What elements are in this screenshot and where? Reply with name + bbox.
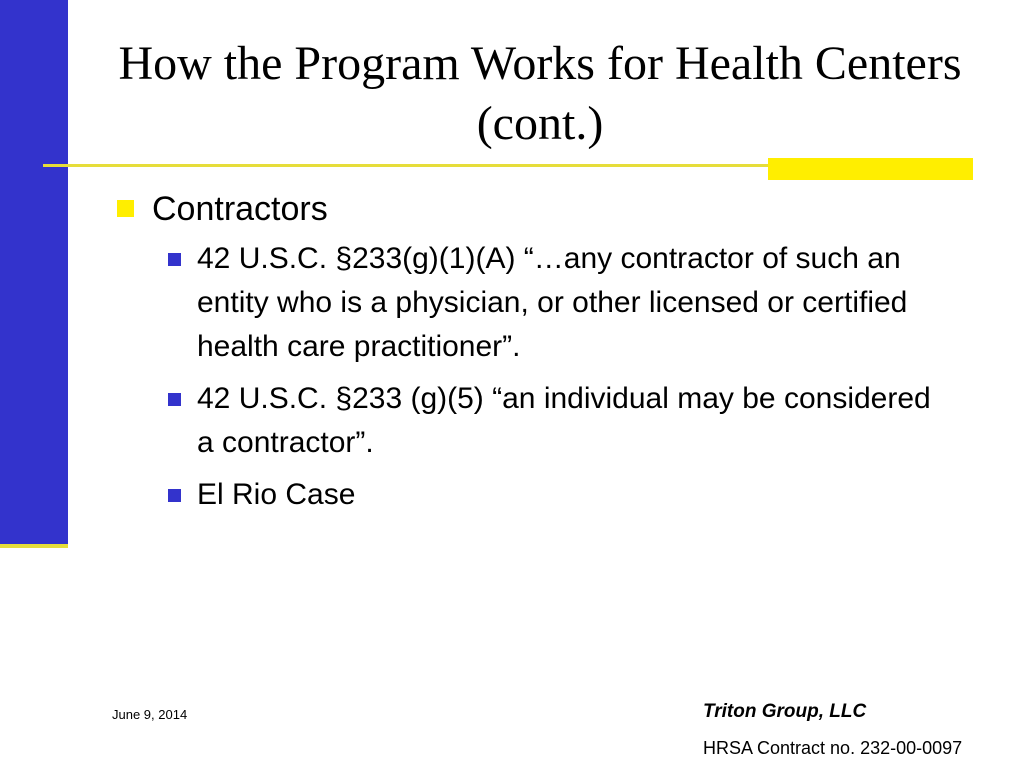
slide-title: How the Program Works for Health Centers (cont.): [118, 37, 962, 150]
bullet-text: Contractors: [152, 190, 328, 228]
left-decorative-bar: [0, 0, 68, 544]
sub-bullet-item: [165, 377, 952, 465]
blue-square-bullet-icon: [168, 253, 181, 266]
sub-bullet-item: [165, 473, 952, 517]
footer-company: Triton Group, LLC: [703, 701, 867, 722]
blue-square-bullet-icon: [168, 393, 181, 406]
bullet-contractors: [112, 187, 952, 231]
sub-bullet-item: [165, 237, 952, 369]
slide-body: [112, 187, 952, 525]
sub-bullet-text: 42 U.S.C. §233 (g)(5) “an individual may be considered a contractor”.: [197, 382, 931, 459]
title-accent-block: [768, 158, 973, 180]
yellow-square-bullet-icon: [117, 200, 134, 217]
footer-date: June 9, 2014: [112, 707, 188, 722]
left-bar-yellow-edge: [0, 544, 68, 548]
blue-square-bullet-icon: [168, 489, 181, 502]
title-underline: [43, 164, 773, 167]
sub-bullet-text: 42 U.S.C. §233(g)(1)(A) “…any contractor of such an entity who is a physician, or other licensed or certified health care practitioner”.: [197, 242, 908, 363]
sub-bullet-text: El Rio Case: [197, 478, 356, 511]
footer-contract-number: HRSA Contract no. 232-00-0097: [703, 738, 963, 758]
sub-bullet-list: [112, 237, 952, 517]
